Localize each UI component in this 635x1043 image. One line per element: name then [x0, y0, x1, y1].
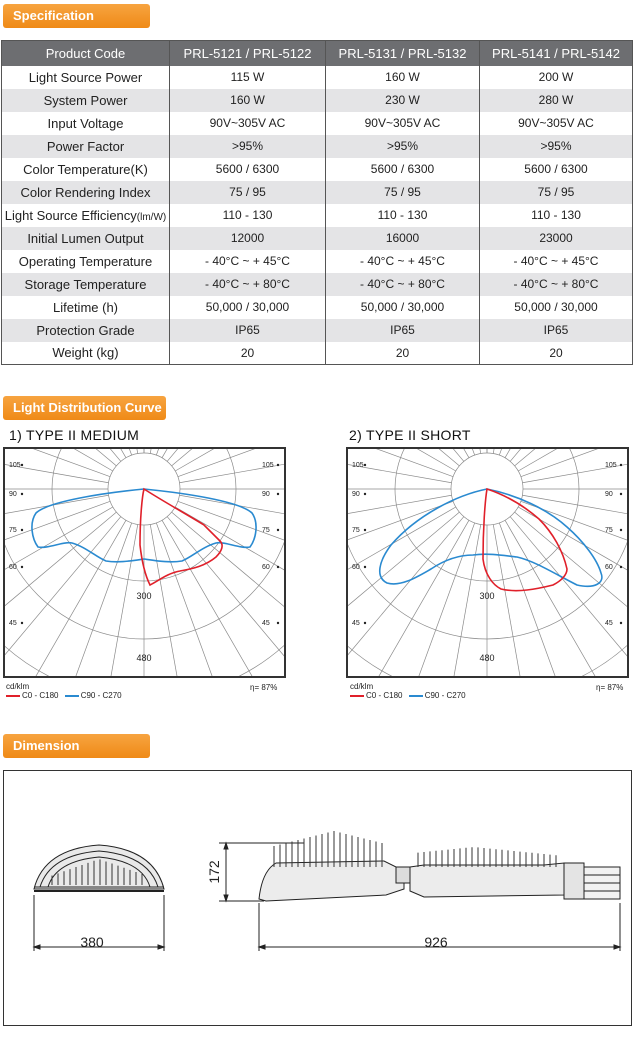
row-label: [2, 158, 170, 181]
row-label-text: Storage Temperature: [24, 276, 147, 292]
row-value: 20: [170, 342, 326, 365]
angle-label-right: 45: [605, 620, 613, 627]
angle-label-right: 105: [262, 462, 274, 469]
row-label: [2, 135, 170, 158]
row-value: 230 W: [326, 89, 480, 112]
header-model-2: PRL-5131 / PRL-5132: [326, 41, 480, 66]
angle-label-left: 45: [352, 620, 360, 627]
row-value: - 40°C ~ + 80°C: [480, 273, 633, 296]
legend-1: [6, 682, 122, 700]
row-label: [2, 89, 170, 112]
row-label: [2, 227, 170, 250]
row-label: [2, 181, 170, 204]
row-value: 12000: [170, 227, 326, 250]
row-value: 115 W: [170, 66, 326, 89]
row-value: 160 W: [326, 66, 480, 89]
row-label-text: Weight (kg): [52, 345, 119, 361]
legend-c0-swatch: [350, 695, 364, 697]
polar-chart-type-ii-short: [346, 447, 629, 678]
row-label-text: Power Factor: [46, 138, 125, 154]
angle-label-right: 75: [262, 527, 270, 534]
row-value: 110 - 130: [326, 204, 480, 227]
row-label-text: Light Source Power: [28, 69, 143, 85]
table-header-row: [2, 41, 633, 66]
angle-label-right: 105: [605, 462, 617, 469]
row-value: 200 W: [480, 66, 633, 89]
row-label-unit: (lm/W): [136, 211, 167, 223]
row-value: - 40°C ~ + 80°C: [326, 273, 480, 296]
header-product-code: Product Code: [2, 41, 170, 66]
row-value: 90V~305V AC: [326, 112, 480, 135]
row-label-text: Lifetime (h): [52, 299, 119, 315]
dimension-height-label: 172: [206, 860, 222, 884]
angle-label-left: 105: [352, 462, 364, 469]
legend-2: [350, 682, 466, 700]
legend-c0-swatch: [6, 695, 20, 697]
angle-label-left: 105: [9, 462, 21, 469]
table-row: [2, 250, 633, 273]
row-value: 23000: [480, 227, 633, 250]
row-value: IP65: [480, 319, 633, 342]
table-row: [2, 342, 633, 365]
radial-label: 480: [479, 653, 495, 663]
angle-label-left: 60: [9, 564, 17, 571]
row-label: [2, 319, 170, 342]
polar-svg: [5, 449, 284, 676]
table-row: [2, 66, 633, 89]
row-label-text: Color Temperature(K): [23, 161, 148, 177]
table-row: [2, 273, 633, 296]
dimension-drawing: [3, 770, 632, 1026]
row-label: [2, 296, 170, 319]
table-row: [2, 89, 633, 112]
angle-label-left: 90: [352, 491, 360, 498]
row-value: >95%: [326, 135, 480, 158]
row-value: 110 - 130: [480, 204, 633, 227]
row-value: 16000: [326, 227, 480, 250]
row-value: 75 / 95: [326, 181, 480, 204]
legend-unit: cd/klm: [6, 682, 30, 691]
angle-label-left: 75: [9, 527, 17, 534]
row-value: 50,000 / 30,000: [170, 296, 326, 319]
angle-label-left: 45: [9, 620, 17, 627]
row-label-text: Input Voltage: [47, 115, 124, 131]
row-value: 20: [326, 342, 480, 365]
efficiency-1: η= 87%: [250, 683, 278, 692]
table-row: [2, 135, 633, 158]
specification-tab: Specification: [3, 4, 150, 28]
row-label-text: Protection Grade: [36, 322, 135, 338]
row-label-text: System Power: [43, 92, 128, 108]
dimension-svg: [4, 771, 633, 1027]
polar-chart-type-ii-medium: [3, 447, 286, 678]
row-label: [2, 250, 170, 273]
side-view: [219, 831, 620, 951]
header-model-3: PRL-5141 / PRL-5142: [480, 41, 633, 66]
table-row: [2, 112, 633, 135]
row-value: 90V~305V AC: [480, 112, 633, 135]
angle-label-left: 75: [352, 527, 360, 534]
row-label-text: Initial Lumen Output: [27, 230, 144, 246]
legend-c90-label: C90 - C270: [80, 691, 122, 700]
angle-label-right: 60: [605, 564, 613, 571]
row-label-text: Operating Temperature: [18, 253, 153, 269]
row-value: 5600 / 6300: [326, 158, 480, 181]
row-value: 110 - 130: [170, 204, 326, 227]
row-value: 160 W: [170, 89, 326, 112]
row-label-text: Color Rendering Index: [20, 184, 151, 200]
polar-svg: [348, 449, 627, 676]
light-distribution-tab: Light Distribution Curve: [3, 396, 166, 420]
table-row: [2, 158, 633, 181]
curve-2-title: 2) TYPE II SHORT: [349, 427, 471, 443]
legend-c90-swatch: [409, 695, 423, 697]
angle-label-right: 90: [605, 491, 613, 498]
legend-c90-label: C90 - C270: [424, 691, 466, 700]
legend-c0-label: C0 - C180: [366, 691, 403, 700]
row-label: [2, 112, 170, 135]
legend-unit: cd/klm: [350, 682, 374, 691]
row-value: 280 W: [480, 89, 633, 112]
table-row: [2, 204, 633, 227]
dimension-width-label: 380: [80, 934, 104, 950]
efficiency-2: η= 87%: [596, 683, 624, 692]
row-value: >95%: [170, 135, 326, 158]
legend-c90-swatch: [65, 695, 79, 697]
row-value: - 40°C ~ + 80°C: [170, 273, 326, 296]
row-value: IP65: [170, 319, 326, 342]
angle-label-right: 45: [262, 620, 270, 627]
row-value: 5600 / 6300: [480, 158, 633, 181]
row-value: 90V~305V AC: [170, 112, 326, 135]
radial-label: 300: [479, 591, 495, 601]
legend-c0-label: C0 - C180: [22, 691, 59, 700]
dimension-length-label: 926: [424, 934, 448, 950]
row-label-text: Light Source Efficiency: [4, 207, 137, 223]
polar-grid: [5, 449, 284, 676]
row-value: IP65: [326, 319, 480, 342]
row-value: - 40°C ~ + 45°C: [170, 250, 326, 273]
angle-label-left: 60: [352, 564, 360, 571]
row-value: 75 / 95: [480, 181, 633, 204]
table-row: [2, 296, 633, 319]
row-label: [2, 342, 170, 365]
row-value: 75 / 95: [170, 181, 326, 204]
angle-label-right: 90: [262, 491, 270, 498]
dimension-tab: Dimension: [3, 734, 150, 758]
row-value: 50,000 / 30,000: [326, 296, 480, 319]
table-row: [2, 227, 633, 250]
row-label: [2, 204, 170, 227]
row-value: 5600 / 6300: [170, 158, 326, 181]
row-value: 50,000 / 30,000: [480, 296, 633, 319]
specification-table: [1, 40, 633, 365]
angle-label-right: 75: [605, 527, 613, 534]
row-value: - 40°C ~ + 45°C: [480, 250, 633, 273]
polar-grid: [348, 449, 627, 676]
angle-label-right: 60: [262, 564, 270, 571]
c0-c180-curve: [483, 489, 567, 591]
row-value: - 40°C ~ + 45°C: [326, 250, 480, 273]
angle-label-left: 90: [9, 491, 17, 498]
radial-label: 300: [136, 591, 152, 601]
curve-1-title: 1) TYPE II MEDIUM: [9, 427, 140, 443]
row-label: [2, 66, 170, 89]
table-row: [2, 319, 633, 342]
row-label: [2, 273, 170, 296]
radial-label: 480: [136, 653, 152, 663]
table-row: [2, 181, 633, 204]
header-model-1: PRL-5121 / PRL-5122: [170, 41, 326, 66]
row-value: 20: [480, 342, 633, 365]
row-value: >95%: [480, 135, 633, 158]
